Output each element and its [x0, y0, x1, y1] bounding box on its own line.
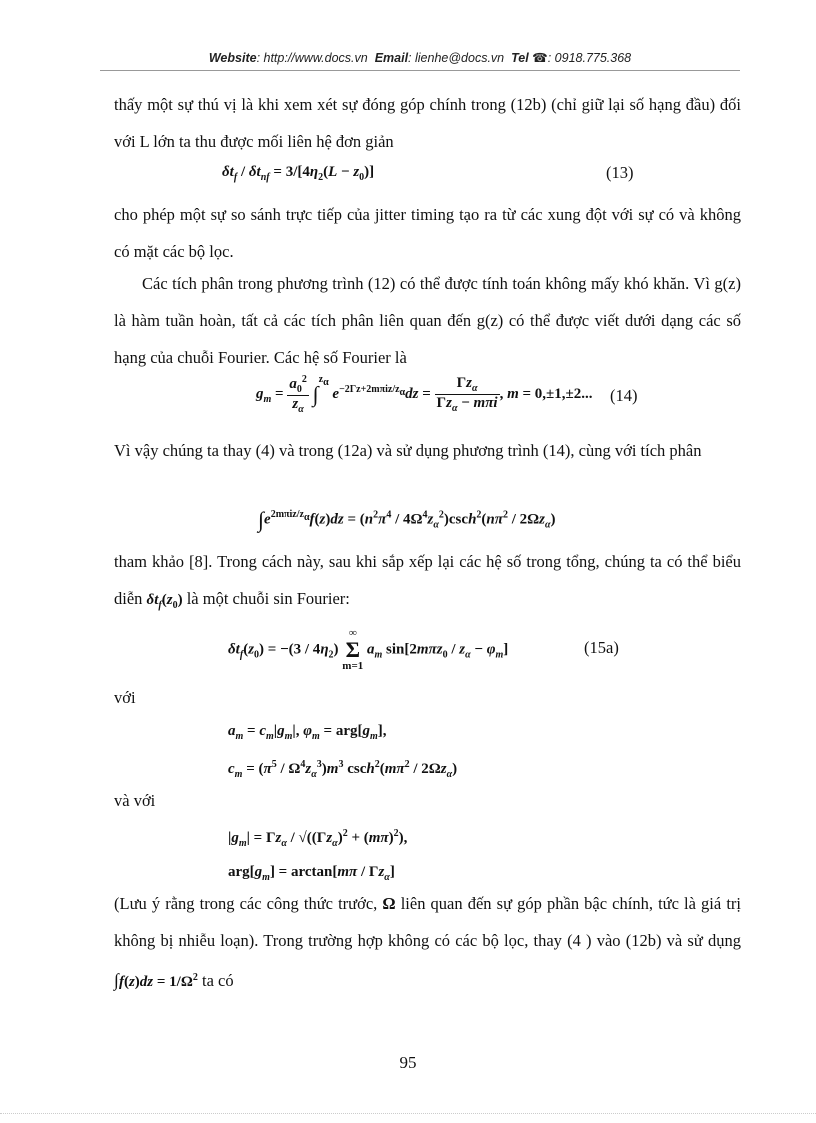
- email-label: Email: [374, 51, 409, 65]
- paragraph-5-text-a: tham khảo [8]. Trong cách này, sau khi sắp xếp lại các hệ số trong tổng, chúng ta có thể biểu diễn: [114, 552, 741, 608]
- paragraph-8-text-b: liên quan đến sự góp phần bậc chính, tức là giá trị không bị nhiễu loạn). Trong trường hợp không có các bộ lọc, thay (4 ) vào (12b) và sử dụng: [114, 894, 741, 950]
- equation-15a: $\delta t_f(z_0) = -(3 / 4\eta_2)$ ∞ Σ m=1 $a_m$ $\sin[2m\pi z_0 / z_\alpha - \varphi_m]$: [228, 627, 509, 672]
- paragraph-3: Các tích phân trong phương trình (12) có thể được tính toán không mấy khó khăn. Vì g(z) là hàm tuần hoàn, tất cả các tích phân liên quan đến g(z) có thể được viết dưới dạng các số hạng của chuỗi Fourier. Các hệ số Fourier là: [114, 274, 741, 367]
- omega-symbol: Ω: [382, 894, 396, 913]
- page-header: [100, 50, 740, 65]
- website-label: Website: [208, 51, 257, 65]
- paragraph-4: Vì vậy chúng ta thay (4) và trong (12a) và sử dụng phương trình (14), cùng với tích phân: [114, 441, 702, 460]
- equation-15a-number: (15a): [584, 638, 619, 657]
- footer-divider: [0, 1113, 816, 1114]
- paragraph-8-text-c: ta có: [201, 971, 234, 990]
- equation-14: $g_m$ = $\frac{a_0^2}{z_\alpha}$ ∫$^{z_\alpha}$ $e^{-2\Gamma z+2m\pi iz/z_\alpha}dz$ = $\frac{\Gamma z_\alpha}{\Gamma z_\alpha - m\pi i}$ , m = 0,±1,±2...: [256, 374, 593, 415]
- integral-equation: $\int e^{2m\pi iz/z_\alpha}f(z)dz = (n^2\pi^4 / 4\Omega^4z_\alpha^2)\csc h^2(n\pi^2 / 2\Omega z_\alpha)$: [258, 507, 556, 532]
- equation-13-number: (13): [606, 163, 634, 182]
- magnitude-phase-equations: $|g_m| = \Gamma z_\alpha / √((\Gamma z_\alpha)^2 + (m\pi)^2)$, $arg[g_m] = \arctan[m\pi / \Gamma z_\alpha]$: [228, 828, 408, 883]
- paragraph-7: và với: [114, 791, 156, 810]
- header-divider: [100, 70, 740, 71]
- paragraph-8: [114, 885, 741, 1001]
- tel-label: Tel ☎: [511, 51, 548, 65]
- paragraph-8-text-a: (Lưu ý rằng trong các công thức trước,: [114, 894, 378, 913]
- paragraph-6: với: [114, 688, 136, 707]
- equation-13: $\delta t_f / \delta t_{nf} = 3/[4\eta_2(L - z_0)]$: [222, 164, 375, 183]
- page-number: 95: [399, 1053, 417, 1072]
- coefficient-equations: $a_m = c_m|g_m|$, $\varphi_m = arg[g_m]$, $c_m = (\pi^5 / \Omega^4z_\alpha^3)m^3$ $\csc h^2(m\pi^2 / 2\Omega z_\alpha)$: [228, 723, 458, 780]
- paragraph-2: cho phép một sự so sánh trực tiếp của jitter timing tạo ra từ các xung đột với sự có và không có mặt các bộ lọc.: [114, 205, 741, 261]
- paragraph-5: [114, 543, 741, 624]
- equation-14-number: (14): [610, 386, 638, 405]
- website-value: : http://www.docs.vn: [256, 51, 368, 65]
- paragraph-5-text-b: là một chuỗi sin Fourier:: [186, 589, 350, 608]
- email-value: : lienhe@docs.vn: [408, 51, 505, 65]
- inline-delta-t: $\delta t_f(z_0)$: [146, 592, 183, 611]
- inline-integral: $\int f(z)dz = 1/\Omega^2$: [114, 970, 198, 990]
- tel-value: : 0918.775.368: [547, 51, 632, 65]
- paragraph-1: thấy một sự thú vị là khi xem xét sự đóng góp chính trong (12b) (chỉ giữ lại số hạng đầu) đối với L lớn ta thu được mối liên hệ đơn giản: [114, 95, 741, 151]
